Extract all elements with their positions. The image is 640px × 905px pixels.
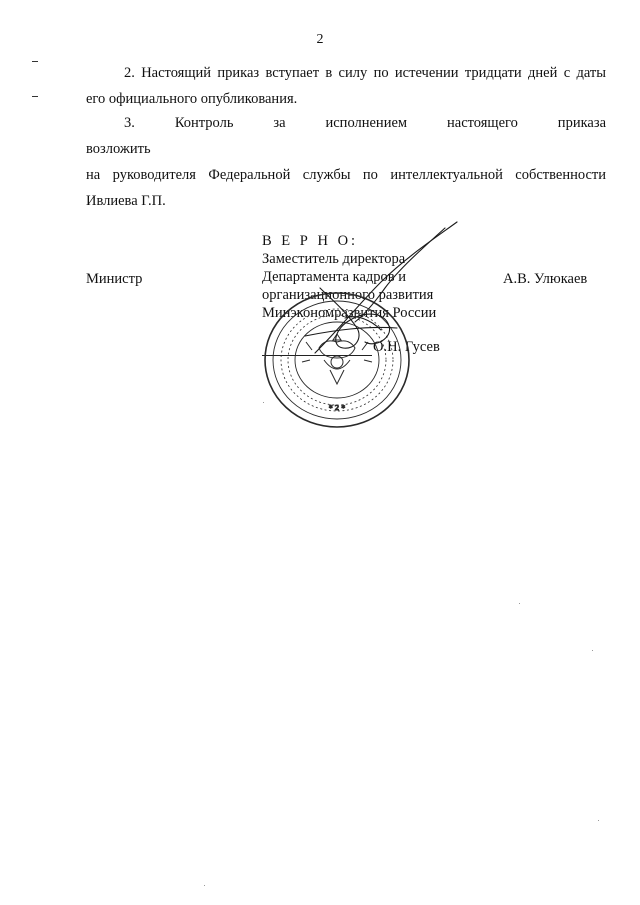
paragraph-control [86,110,606,214]
certifier-title-line: Департамента кадров и [262,269,407,285]
paragraph-line: Ивлиева Г.П. [86,193,166,209]
svg-text:* 2 *: * 2 * [329,404,345,412]
minister-name: А.В. Улюкаев [503,271,588,287]
paragraph-line: 2. Настоящий приказ вступает в силу по истечении тридцати дней с даты [124,65,606,81]
paragraph-line: его официального опубликования. [86,91,298,107]
certifier-title-line: организационного развития [262,287,434,303]
paragraph-effective-date [86,60,606,112]
certifier-title-line: Минэкономразвития России [262,305,437,321]
margin-mark [32,96,38,97]
scan-speck [519,603,520,604]
certifier-name: О.Н. Гусев [373,339,440,355]
signature-line [262,355,372,356]
minister-title: Министр [86,271,143,287]
scan-speck [263,402,264,403]
certification-block [262,232,436,322]
scan-speck [204,885,205,886]
scan-speck [598,820,599,821]
margin-mark [32,61,38,62]
certify-label: В Е Р Н О: [262,233,359,249]
scan-speck [592,650,593,651]
page-number: 2 [316,32,324,47]
certifier-title-line: Заместитель директора [262,251,406,267]
paragraph-line: на руководителя Федеральной службы по интеллектуальной собственности [86,167,606,183]
paragraph-line: 3. Контроль за исполнением настоящего приказа возложить [86,115,606,157]
